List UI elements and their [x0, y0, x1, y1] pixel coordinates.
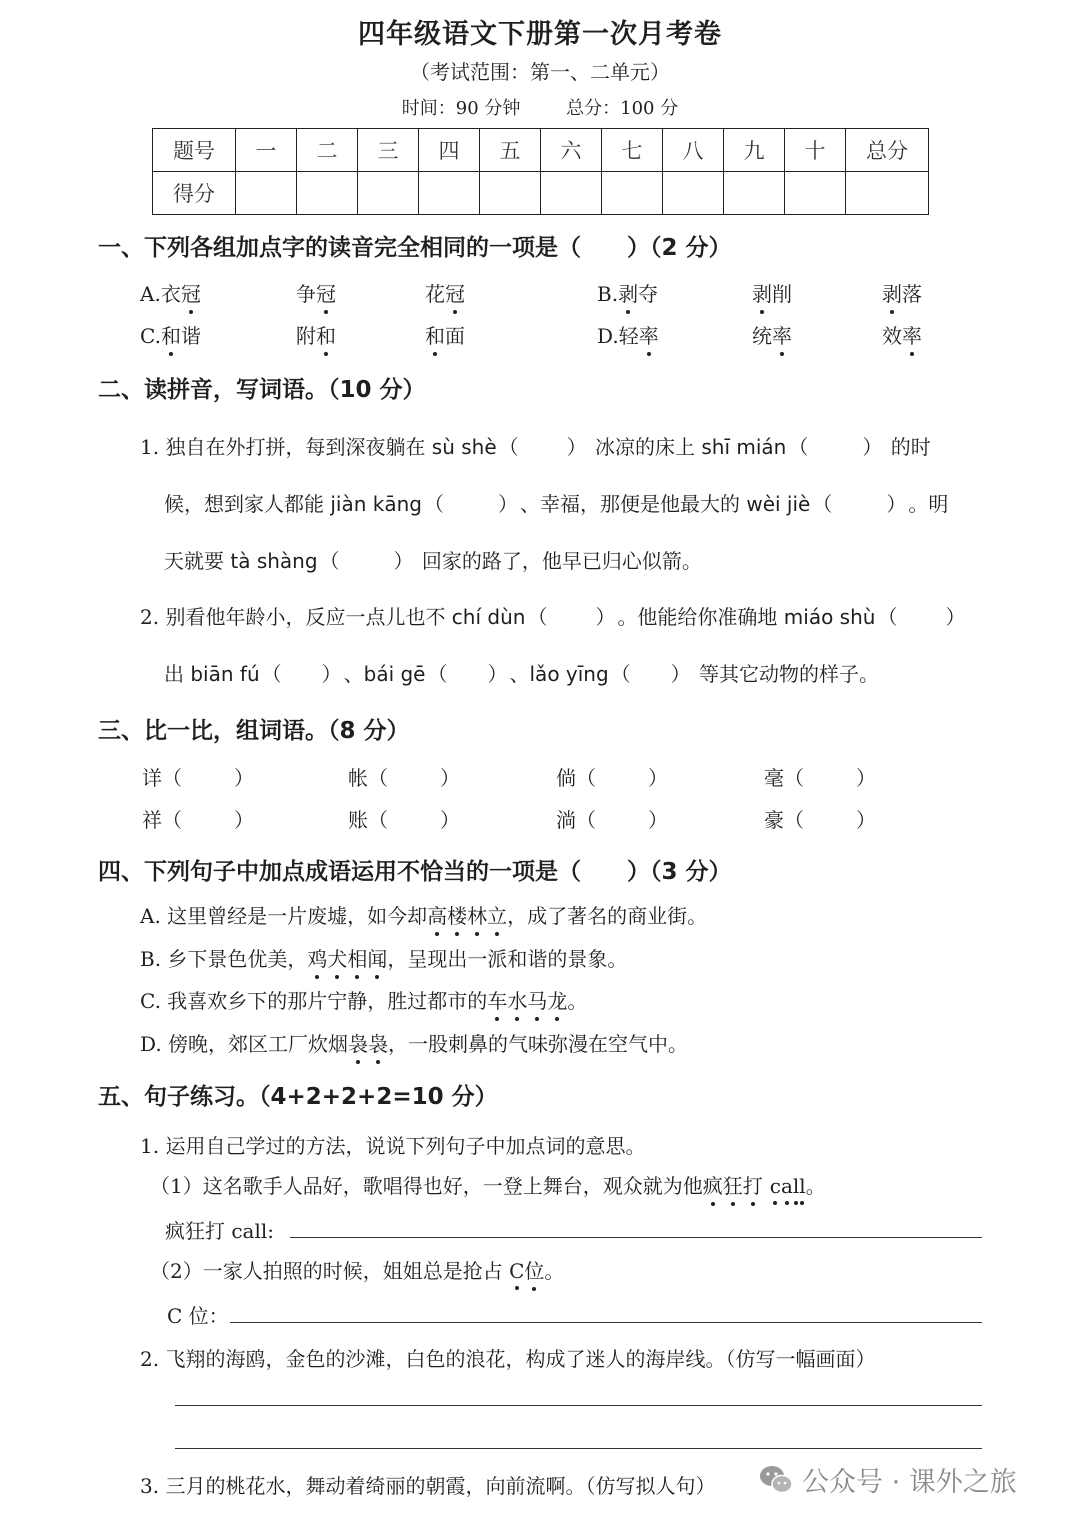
answer-blank: （ ） — [527, 605, 616, 629]
option-letter: C. — [140, 324, 161, 348]
score-input-cell[interactable] — [297, 172, 358, 215]
q5-s1-2 — [150, 1255, 564, 1284]
option-text: A. 这里曾经是一片废墟，如今却 — [140, 904, 428, 928]
answer-line[interactable] — [175, 1448, 982, 1449]
answer-line[interactable] — [175, 1405, 982, 1406]
q1-option — [296, 320, 336, 349]
dotted-char: 立 — [487, 900, 507, 929]
dotted-char: 马 — [527, 985, 547, 1014]
answer-blank: （ ） — [877, 605, 966, 629]
dotted-char: 水 — [507, 985, 527, 1014]
answer-line[interactable] — [290, 1237, 982, 1238]
q4-option-d — [140, 1028, 688, 1057]
exam-total: 总分：100 分 — [566, 98, 679, 119]
q3-item: 淌（ ） — [556, 808, 668, 832]
pinyin: lǎo yīng — [529, 662, 609, 686]
score-header-cell: 三 — [358, 129, 419, 172]
dotted-char: 相 — [347, 943, 367, 972]
option-text: C. 我喜欢乡下的那片宁静，胜过都市的 — [140, 989, 488, 1013]
score-header-cell: 五 — [480, 129, 541, 172]
dotted-char: 闻 — [367, 943, 387, 972]
score-input-cell[interactable] — [785, 172, 846, 215]
dotted-char: 车 — [487, 985, 507, 1014]
q1-option — [597, 320, 659, 349]
q1-option — [752, 320, 792, 349]
score-header-cell: 七 — [602, 129, 663, 172]
pinyin: biān fú — [190, 662, 260, 686]
q3-char: 倘 — [556, 766, 576, 790]
watermark — [758, 1460, 1017, 1499]
q3-char: 淌 — [556, 808, 576, 832]
q3-item: 账（ ） — [348, 808, 460, 832]
dotted-char: a — [780, 1174, 793, 1198]
option-char: 夺 — [638, 282, 659, 306]
score-input-cell[interactable] — [419, 172, 480, 215]
dotted-char: 狂 — [723, 1170, 743, 1199]
score-header-cell: 二 — [297, 129, 358, 172]
option-char: 谐 — [180, 324, 201, 348]
score-header-cell: 四 — [419, 129, 480, 172]
dotted-char: C — [509, 1259, 525, 1283]
page-title: 四年级语文下册第一次月考卷 — [358, 19, 722, 50]
q2-title: 二、读拼音，写词语。（10 分） — [98, 377, 426, 403]
answer-blank: （ ） — [423, 492, 518, 516]
answer-blank: （ ） — [261, 662, 342, 686]
dotted-char: 疯 — [703, 1170, 723, 1199]
sentence-text: 。 — [805, 1174, 826, 1198]
score-header-cell: 总分 — [846, 129, 929, 172]
option-char: 面 — [445, 324, 465, 348]
option-text: ，呈现出一派和谐的景象。 — [387, 947, 628, 971]
option-letter: B. — [597, 282, 619, 306]
pinyin: wèi jiè — [746, 492, 811, 516]
q3-item: 详（ ） — [142, 766, 254, 790]
dotted-char: 和 — [425, 320, 445, 349]
dotted-char: l — [792, 1174, 800, 1198]
q5-s1-1-answer-label: 疯狂打 call: — [165, 1219, 275, 1243]
q1-option — [882, 320, 922, 349]
option-char: 统 — [752, 324, 772, 348]
dotted-char: 犬 — [327, 943, 347, 972]
answer-blank: （ ） — [610, 662, 691, 686]
sentence-text: （2）一家人拍照的时候，姐姐总是抢占 — [150, 1259, 510, 1283]
score-table-header-row — [153, 129, 929, 172]
exam-scope: （考试范围：第一、二单元） — [410, 60, 670, 84]
sentence-text: 。 — [544, 1259, 565, 1283]
q3-char: 详 — [142, 766, 162, 790]
option-text: D. 傍晚，郊区工厂炊烟 — [140, 1032, 349, 1056]
score-input-cell[interactable] — [724, 172, 785, 215]
q1-option — [425, 278, 465, 307]
q3-item: 帐（ ） — [348, 766, 460, 790]
sentence-text: （1）这名歌手人品好，歌唱得也好，一登上舞台，观众就为他 — [150, 1174, 703, 1198]
score-header-cell: 九 — [724, 129, 785, 172]
option-char: 轻 — [618, 324, 639, 348]
option-text: ，成了著名的商业街。 — [507, 904, 708, 928]
dotted-char: 率 — [639, 320, 659, 349]
q4-option-b — [140, 943, 627, 972]
q5-s1: 1. 运用自己学过的方法，说说下列句子中加点词的意思。 — [140, 1134, 646, 1158]
wechat-icon — [758, 1464, 794, 1496]
q3-item: 毫（ ） — [764, 766, 876, 790]
score-input-cell[interactable] — [846, 172, 929, 215]
dotted-char: 和 — [161, 320, 181, 349]
option-char: 争 — [296, 282, 316, 306]
q2-p2-line-1: 2. 别看他年龄小，反应一点儿也不 chí dùn （ ） 。他能给你准确地 miáo shù （ ） — [140, 601, 967, 630]
answer-blank: （ ） — [319, 549, 414, 573]
option-char: 效 — [882, 324, 902, 348]
score-header-cell: 六 — [541, 129, 602, 172]
q5-title: 五、句子练习。（4+2+2+2=10 分） — [98, 1084, 498, 1110]
option-letter: A. — [140, 282, 161, 306]
q4-title: 四、下列句子中加点成语运用不恰当的一项是（ ）（3 分） — [98, 859, 732, 885]
q5-s3: 3. 三月的桃花水，舞动着绮丽的朝霞，向前流啊。（仿写拟人句） — [140, 1474, 716, 1498]
pinyin: sù shè — [431, 435, 497, 459]
dotted-char: 冠 — [445, 278, 465, 307]
dotted-char: 剥 — [752, 278, 772, 307]
score-input-cell[interactable] — [236, 172, 297, 215]
q3-item: 倘（ ） — [556, 766, 668, 790]
q3-char: 豪 — [764, 808, 784, 832]
q5-s1-1 — [150, 1170, 826, 1199]
dotted-char: 冠 — [181, 278, 201, 307]
q3-char: 毫 — [764, 766, 784, 790]
dotted-char: 率 — [772, 320, 792, 349]
dotted-char: 高 — [427, 900, 447, 929]
q3-item: 祥（ ） — [142, 808, 254, 832]
option-char: 花 — [425, 282, 445, 306]
option-letter: D. — [597, 324, 619, 348]
dotted-char: 袅 — [368, 1028, 388, 1057]
q1-option — [752, 278, 792, 307]
exam-meta — [0, 94, 1080, 120]
score-header-cell: 题号 — [153, 129, 236, 172]
pinyin: tà shàng — [230, 549, 318, 573]
dotted-char: 冠 — [316, 278, 336, 307]
q5-s1-2-answer-label: C 位： — [167, 1304, 229, 1328]
dotted-char: 和 — [316, 320, 336, 349]
dotted-char: 鸡 — [307, 943, 327, 972]
dotted-char: 林 — [467, 900, 487, 929]
option-text: ，一股刺鼻的气味弥漫在空气中。 — [388, 1032, 689, 1056]
q1-option — [882, 278, 922, 307]
dotted-char: l — [799, 1174, 806, 1198]
dotted-char: 楼 — [447, 900, 467, 929]
option-char: 落 — [902, 282, 922, 306]
q2-p2-line-2: 出 biān fú （ ） 、bái gē （ ） 、lǎo yīng （ ） 等其它动物的样子。 — [164, 658, 879, 687]
dotted-char: 率 — [902, 320, 922, 349]
pinyin: chí dùn — [451, 605, 526, 629]
answer-blank: （ ） — [427, 662, 508, 686]
option-char: 衣 — [160, 282, 181, 306]
dotted-char: 龙 — [547, 985, 567, 1014]
watermark-text: 公众号 · 课外之旅 — [802, 1467, 1017, 1498]
q4-option-a — [140, 900, 707, 929]
dotted-char: 袅 — [348, 1028, 368, 1057]
q3-char: 账 — [348, 808, 368, 832]
dotted-char: 位 — [524, 1255, 544, 1284]
answer-blank: （ ） — [498, 435, 587, 459]
pinyin: miáo shù — [783, 605, 876, 629]
dotted-char: 打 — [743, 1170, 763, 1199]
score-input-cell[interactable] — [480, 172, 541, 215]
exam-time: 时间：90 分钟 — [401, 98, 521, 119]
q4-option-c — [140, 985, 587, 1014]
q1-option — [140, 278, 201, 307]
dotted-char: 剥 — [882, 278, 902, 307]
score-input-cell[interactable] — [602, 172, 663, 215]
score-label-cell: 得分 — [153, 172, 236, 215]
score-table-score-row — [153, 172, 929, 215]
score-header-cell: 十 — [785, 129, 846, 172]
pinyin: bái gē — [363, 662, 426, 686]
option-char: 削 — [772, 282, 792, 306]
answer-blank: （ ） — [812, 492, 907, 516]
q3-item: 豪（ ） — [764, 808, 876, 832]
option-text: 。 — [567, 989, 588, 1013]
q3-char: 祥 — [142, 808, 162, 832]
score-header-cell: 八 — [663, 129, 724, 172]
q1-title: 一、下列各组加点字的读音完全相同的一项是（ ）（2 分） — [98, 235, 732, 261]
score-header-cell: 一 — [236, 129, 297, 172]
q1-option — [425, 320, 465, 349]
option-text: B. 乡下景色优美， — [140, 947, 308, 971]
score-input-cell[interactable] — [663, 172, 724, 215]
answer-blank: （ ） — [788, 435, 883, 459]
q2-p1-line-3: 天就要 tà shàng （ ） 回家的路了，他早已归心似箭。 — [164, 545, 702, 574]
dotted-char: c — [769, 1174, 781, 1198]
score-input-cell[interactable] — [541, 172, 602, 215]
q5-s2: 2. 飞翔的海鸥，金色的沙滩，白色的浪花，构成了迷人的海岸线。（仿写一幅画面） — [140, 1347, 876, 1371]
q1-option — [140, 320, 201, 349]
answer-line[interactable] — [230, 1322, 982, 1323]
q3-char: 帐 — [348, 766, 368, 790]
q3-title: 三、比一比，组词语。（8 分） — [98, 718, 410, 744]
pinyin: shī mián — [701, 435, 787, 459]
q2-p1-line-2: 候，想到家人都能 jiàn kāng （ ） 、幸福，那便是他最大的 wèi jiè （ ） 。明 — [164, 488, 948, 517]
score-input-cell[interactable] — [358, 172, 419, 215]
q2-p1-line-1: 1. 独自在外打拼，每到深夜躺在 sù shè （ ） 冰凉的床上 shī mián （ ） 的时 — [140, 431, 931, 460]
option-char: 附 — [296, 324, 316, 348]
pinyin: jiàn kāng — [330, 492, 422, 516]
score-table — [152, 128, 929, 215]
q1-option — [296, 278, 336, 307]
q1-option — [597, 278, 658, 307]
dotted-char: 剥 — [618, 278, 638, 307]
